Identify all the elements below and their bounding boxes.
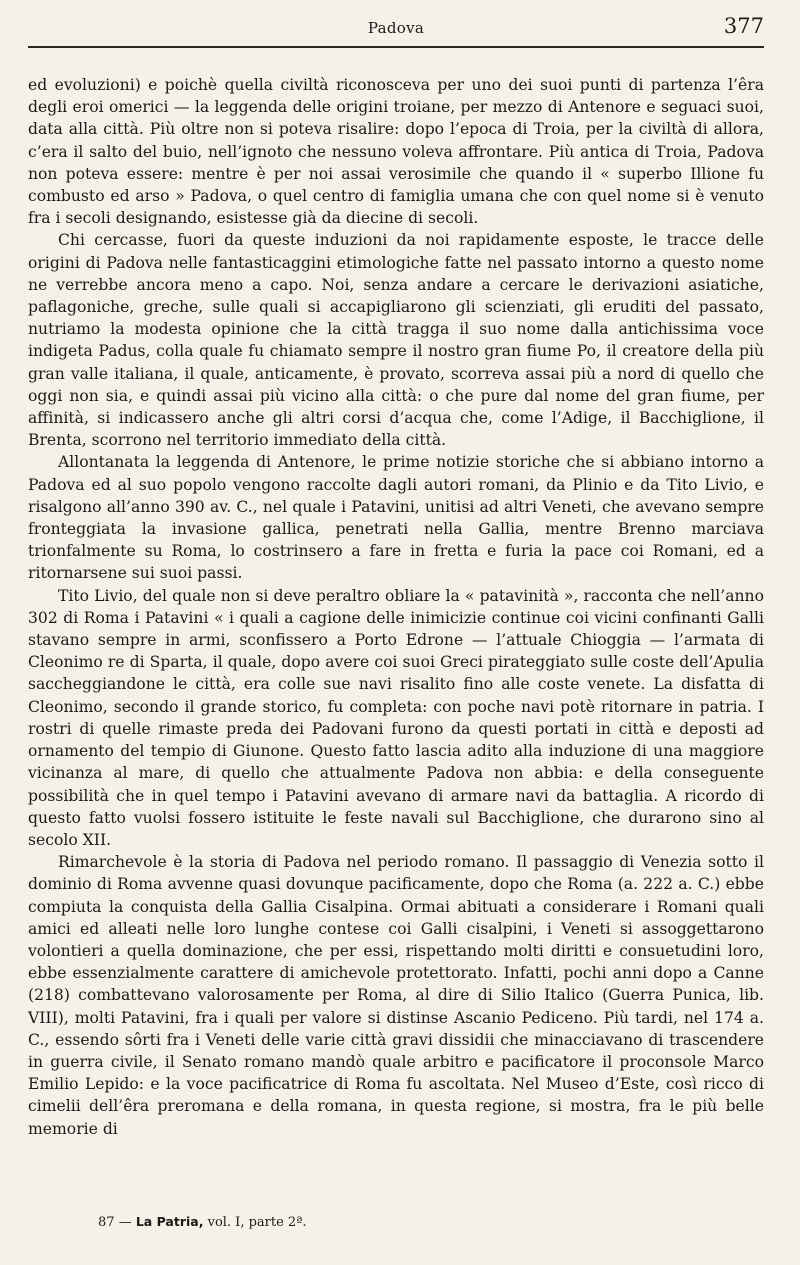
- body-text: [28, 74, 764, 1140]
- header-rule: [28, 46, 764, 48]
- paragraph: Chi cercasse, fuori da queste induzioni da noi rapidamente esposte, le tracce delle origini di Padova nelle fantasticaggini etimologiche fatte nel passato intorno a questo nome ne verrebbe ancora meno a capo. Noi, senza andare a cercare le derivazioni asiatiche, paflagoniche, greche, sulle quali si accapigliarono gli scienziati, gli eruditi del passato, nutriamo la modesta opinione che la città tragga il suo nome dalla antichissima voce indigeta Padus, colla quale fu chiamato sempre il nostro gran fiume Po, il creatore della più gran valle italiana, il quale, anticamente, è provato, scorreva assai più a nord di quello che oggi non sia, e quindi assai più vicino alla città: o che pure dal nome del gran fiume, per affinità, si indicassero anche gli altri corsi d’acqua che, come l’Adige, il Bacchiglione, il Brenta, scorrono nel territorio immediato della città.: [28, 231, 764, 450]
- paragraph: Allontanata la leggenda di Antenore, le prime notizie storiche che si abbiano intorno a Padova ed al suo popolo vengono raccolte dagli autori romani, da Plinio e da Tito Livio, e risalgono all’anno 390 av. C., nel quale i Patavini, unitisi ad altri Veneti, che avevano sempre fronteggiata la invasione gallica, penetrati nella Gallia, mentre Brenno marciava trionfalmente su Roma, lo costrinsero a fare in fretta e furia la pace coi Romani, ed a ritornarsene sui suoi passi.: [28, 453, 764, 583]
- paragraph: Rimarchevole è la storia di Padova nel periodo romano. Il passaggio di Venezia sotto il dominio di Roma avvenne quasi dovunque pacificamente, dopo che Roma (a. 222 a. C.) ebbe compiuta la conquista della Gallia Cisalpina. Ormai abituati a considerare i Romani quali amici ed alleati nelle loro lunghe contese coi Galli cisalpini, i Veneti si assoggettarono volontieri a quella dominazione, che per essi, rispettando molti diritti e consuetudini loro, ebbe essenzialmente carattere di amichevole protettorato. Infatti, pochi anni dopo a Canne (218) combattevano valorosamente per Roma, al dire di Silio Italico (Guerra Punica, lib. VIII), molti Patavini, fra i quali per valore si distinse Ascanio Pediceno. Più tardi, nel 174 a. C., essendo sôrti fra i Veneti delle varie città gravi dissidii che minacciavano di trascendere in guerra civile, il Senato romano mandò quale arbitro e pacificatore il proconsole Marco Emilio Lepido: e la voce pacificatrice di Roma fu ascoltata. Nel Museo d’Este, così ricco di cimelii dell’êra preromana e della romana, in questa regione, si mostra, fra le più belle memorie di: [28, 853, 764, 1138]
- running-head: Padova: [367, 19, 425, 37]
- page-header: [28, 10, 764, 44]
- page-footer: [98, 1214, 307, 1230]
- paragraph: Tito Livio, del quale non si deve peraltro obliare la « patavinità », racconta che nell’anno 302 di Roma i Patavini « i quali a cagione delle inimicizie continue coi vicini confinanti Galli stavano sempre in armi, sconfissero a Porto Edrone — l’attuale Chioggia — l’armata di Cleonimo re di Sparta, il quale, dopo avere coi suoi Greci pirateggiato sulle coste dell’Apulia saccheggiandone le città, era colle sue navi risalito fino alle coste venete. La disfatta di Cleonimo, secondo il grande storico, fu completa: con poche navi potè ritornare in patria. I rostri di quelle rimaste preda dei Padovani furono da questi portati in città e deposti ad ornamento del tempio di Giunone. Questo fatto lascia adito alla induzione di una maggiore vicinanza al mare, di quello che attualmente Padova non abbia: e della conseguente possibilità che in quel tempo i Patavini avevano di armare navi da battaglia. A ricordo di questo fatto vuolsi fossero istituite le feste navali sul Bacchiglione, che durarono sino al secolo XII.: [28, 586, 764, 849]
- publication-title: La Patria,: [135, 1214, 204, 1229]
- footer-dash: —: [118, 1215, 132, 1230]
- volume-info: vol. I, parte 2ª.: [207, 1215, 307, 1230]
- paragraph: ed evoluzioni) e poichè quella civiltà riconosceva per uno dei suoi punti di partenza l’êra degli eroi omerici — la leggenda delle origini troiane, per mezzo di Antenore e seguaci suoi, data alla città. Più oltre non si poteva risalire: dopo l’epoca di Troia, per la civiltà di allora, c’era il salto del buio, nell’ignoto che nessuno voleva affrontare. Più antica di Troia, Padova non poteva essere: mentre è per noi assai verosimile che quando il « superbo Illione fu combusto ed arso » Padova, o quel centro di famiglia umana che con quel nome si è venuto fra i secoli designando, esistesse già da diecine di secoli.: [28, 76, 764, 228]
- page-number: 377: [723, 14, 764, 38]
- signature-number: 87: [98, 1215, 115, 1230]
